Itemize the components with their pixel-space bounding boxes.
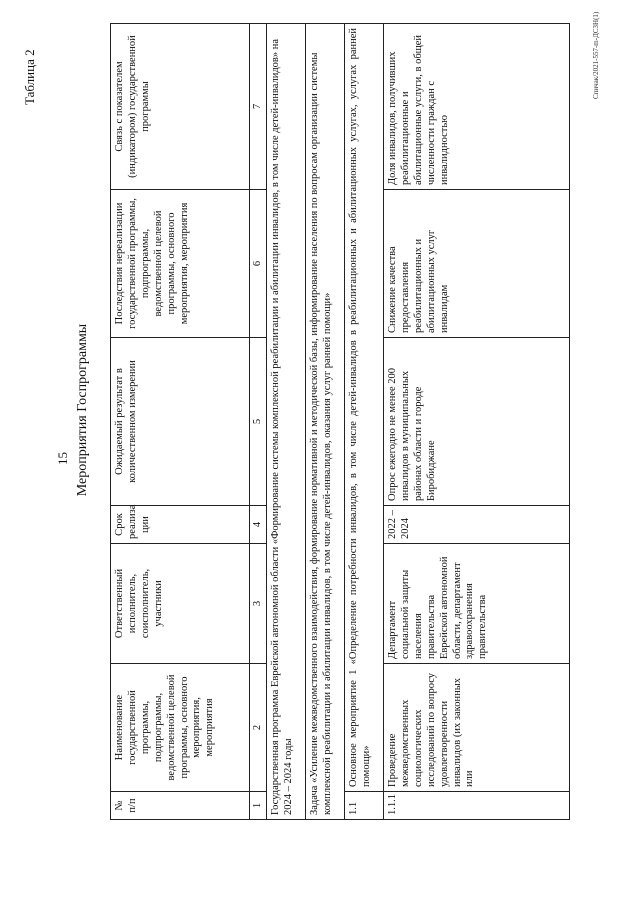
table-header-row xyxy=(111,24,250,820)
row-name: Проведение межведомственных социологических исследований по вопросу удовлетворенности инвалидов (их законных или xyxy=(384,664,570,792)
column-number: 1 xyxy=(250,792,267,820)
column-number: 4 xyxy=(250,506,267,544)
row-result: Опрос ежегодно не менее 200 инвалидов в муниципальных районах области и городе Биробиджане xyxy=(384,338,570,506)
column-number: 5 xyxy=(250,338,267,506)
row-consequence: Снижение качества предоставления реабилитационных и абилитационных услуг инвалидам xyxy=(384,190,570,338)
header-cell: Связь с показателем (индикатором) государственной программы xyxy=(111,24,250,190)
page-title: Мероприятия Госпрограммы xyxy=(75,323,90,497)
program-row xyxy=(267,24,306,820)
header-cell: Последствия нереализации государственной программы, подпрограммы, ведомственной целевой программы, основного мероприятия, мероприятия xyxy=(111,190,250,338)
header-cell: Ответственный исполнитель, соисполнитель, участники xyxy=(111,544,250,664)
column-number-row xyxy=(250,24,267,820)
header-cell: № п/п xyxy=(111,792,250,820)
main-event-text: Основное мероприятие 1 «Определение потребности инвалидов, в том числе детей-инвалидов в реабилитационных и абилитационных услугах, услугах ранней помощи» xyxy=(345,24,384,792)
task-cell: Задача «Усиление межведомственного взаимодействия, формирование нормативной и методической базы, информирование населения по вопросам организации системы комплексной реабилитации и абилитации инвалидов, в том числе детей-инвалидов, оказания услуг ранней помощи» xyxy=(306,24,345,820)
row-term: 2022 – 2024 xyxy=(384,506,570,544)
header-cell: Ожидаемый результат в количественном измерении xyxy=(111,338,250,506)
page-number: 15 xyxy=(55,452,70,465)
table-row xyxy=(384,24,570,820)
row-number: 1.1.1 xyxy=(384,792,570,820)
column-number: 2 xyxy=(250,664,267,792)
row-executor: Департамент социальной защиты населения правительства Еврейской автономной области, департамент здравоохранения правительства xyxy=(384,544,570,664)
row-indicator: Доля инвалидов, получивших реабилитационные и абилитационные услуги, в общей численности граждан с инвалидностью xyxy=(384,24,570,190)
main-event-number: 1.1 xyxy=(345,792,384,820)
table-label: Таблица 2 xyxy=(22,49,37,105)
program-title-cell: Государственная программа Еврейской автономной области «Формирование системы комплексной реабилитации и абилитации инвалидов, в том числе детей-инвалидов» на 2024 – 2024 годы xyxy=(267,24,306,820)
column-number: 6 xyxy=(250,190,267,338)
column-number: 7 xyxy=(250,24,267,190)
footer-code: Спичак/2021-557-m-ДСЗН(1) xyxy=(592,11,600,99)
events-table xyxy=(110,24,570,820)
main-event-row xyxy=(345,24,384,820)
header-cell: Наименование государственной программы, подпрограммы, ведомственной целевой программы, основного мероприятия, мероприятия xyxy=(111,664,250,792)
task-row xyxy=(306,24,345,820)
header-cell: Срок реализа ции xyxy=(111,506,250,544)
column-number: 3 xyxy=(250,544,267,664)
